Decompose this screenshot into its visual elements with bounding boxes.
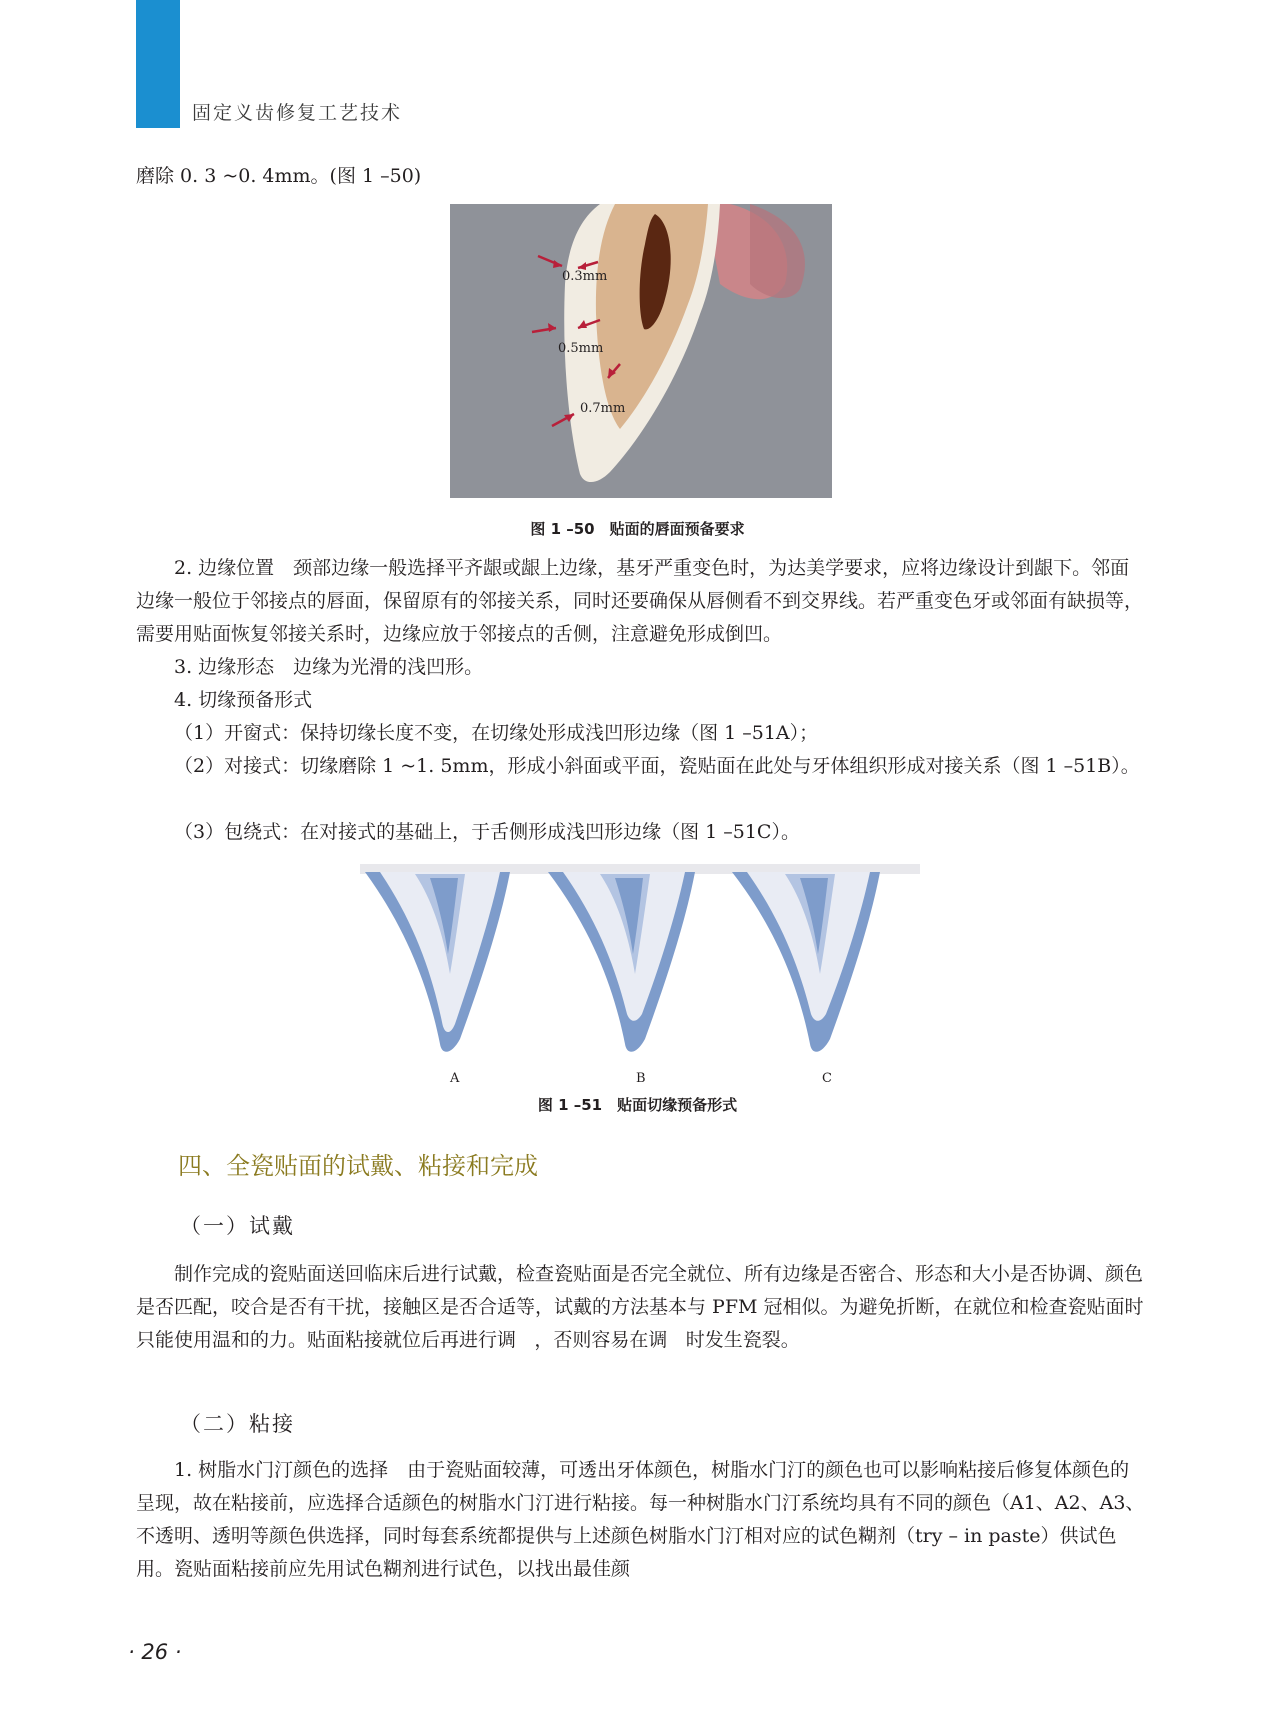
running-header-title: 固定义齿修复工艺技术	[192, 102, 403, 124]
tooth-diagram-c	[732, 872, 880, 1052]
figure-label-c: C	[822, 1071, 832, 1084]
subsection-try-in-heading: （一）试戴	[180, 1214, 295, 1238]
figure-1-50-image	[450, 204, 832, 498]
tooth-diagram-a	[365, 872, 510, 1052]
line-incisal-prep: 4. 切缘预备形式	[174, 689, 313, 711]
paragraph-margin-position: 2. 边缘位置 颈部边缘一般选择平齐龈或龈上边缘，基牙严重变色时，为达美学要求，应将边缘设计到龈下。邻面边缘一般位于邻接点的唇面，保留原有的邻接关系，同时还要确保从唇侧看不到交界线。若严重变色牙或邻面有缺损等，需要用贴面恢复邻接关系时，边缘应放于邻接点的舌侧，注意避免形成倒凹。	[136, 557, 1144, 645]
figure-label-0-3mm: 0.3mm	[562, 269, 608, 284]
figure-label-a: A	[450, 1071, 460, 1084]
tooth-diagram-b	[548, 872, 695, 1052]
figure-label-0-7mm: 0.7mm	[580, 401, 626, 416]
header-color-bar	[136, 0, 180, 128]
figure-label-b: B	[636, 1071, 646, 1084]
line-wrap-type: （3）包绕式：在对接式的基础上，于舌侧形成浅凹形边缘（图 1 –51C）。	[174, 821, 800, 843]
page-number: · 26 ·	[128, 1640, 182, 1664]
line-butt-joint-type: （2）对接式：切缘磨除 1 ~1. 5mm，形成小斜面或平面，瓷贴面在此处与牙体组织形成对接关系（图 1 –51B）。	[174, 755, 1140, 777]
paragraph-cement-color: 1. 树脂水门汀颜色的选择 由于瓷贴面较薄，可透出牙体颜色，树脂水门汀的颜色也可以影响粘接后修复体颜色的呈现，故在粘接前，应选择合适颜色的树脂水门汀进行粘接。每一种树脂水门汀系统均具有不同的颜色（A1、A2、A3、不透明、透明等颜色供选择，同时每套系统都提供与上述颜色树脂水门汀相对应的试色糊剂（try – in paste）供试色用。瓷贴面粘接前应先用试色糊剂进行试色，以找出最佳颜	[136, 1459, 1145, 1580]
figure-1-51-caption: 图 1 –51 贴面切缘预备形式	[537, 1096, 738, 1114]
figure-1-51-image	[360, 864, 920, 1084]
line-window-type: （1）开窗式：保持切缘长度不变，在切缘处形成浅凹形边缘（图 1 –51A）；	[174, 722, 819, 744]
intro-line: 磨除 0. 3 ~0. 4mm。(图 1 –50)	[136, 165, 422, 187]
line-margin-shape: 3. 边缘形态 边缘为光滑的浅凹形。	[174, 656, 484, 678]
figure-label-0-5mm: 0.5mm	[558, 341, 604, 356]
paragraph-try-in: 制作完成的瓷贴面送回临床后进行试戴，检查瓷贴面是否完全就位、所有边缘是否密合、形态和大小是否协调、颜色是否匹配，咬合是否有干扰，接触区是否合适等，试戴的方法基本与 PFM 冠相似。为避免折断，在就位和检查瓷贴面时只能使用温和的力。贴面粘接就位后再进行调ㅤ，否则容易在调ㅤ时发生瓷裂。	[136, 1263, 1144, 1351]
figure-1-50-caption: 图 1 –50 贴面的唇面预备要求	[530, 520, 745, 538]
subsection-cementation-heading: （二）粘接	[180, 1412, 295, 1436]
section-4-heading: 四、全瓷贴面的试戴、粘接和完成	[178, 1152, 538, 1180]
